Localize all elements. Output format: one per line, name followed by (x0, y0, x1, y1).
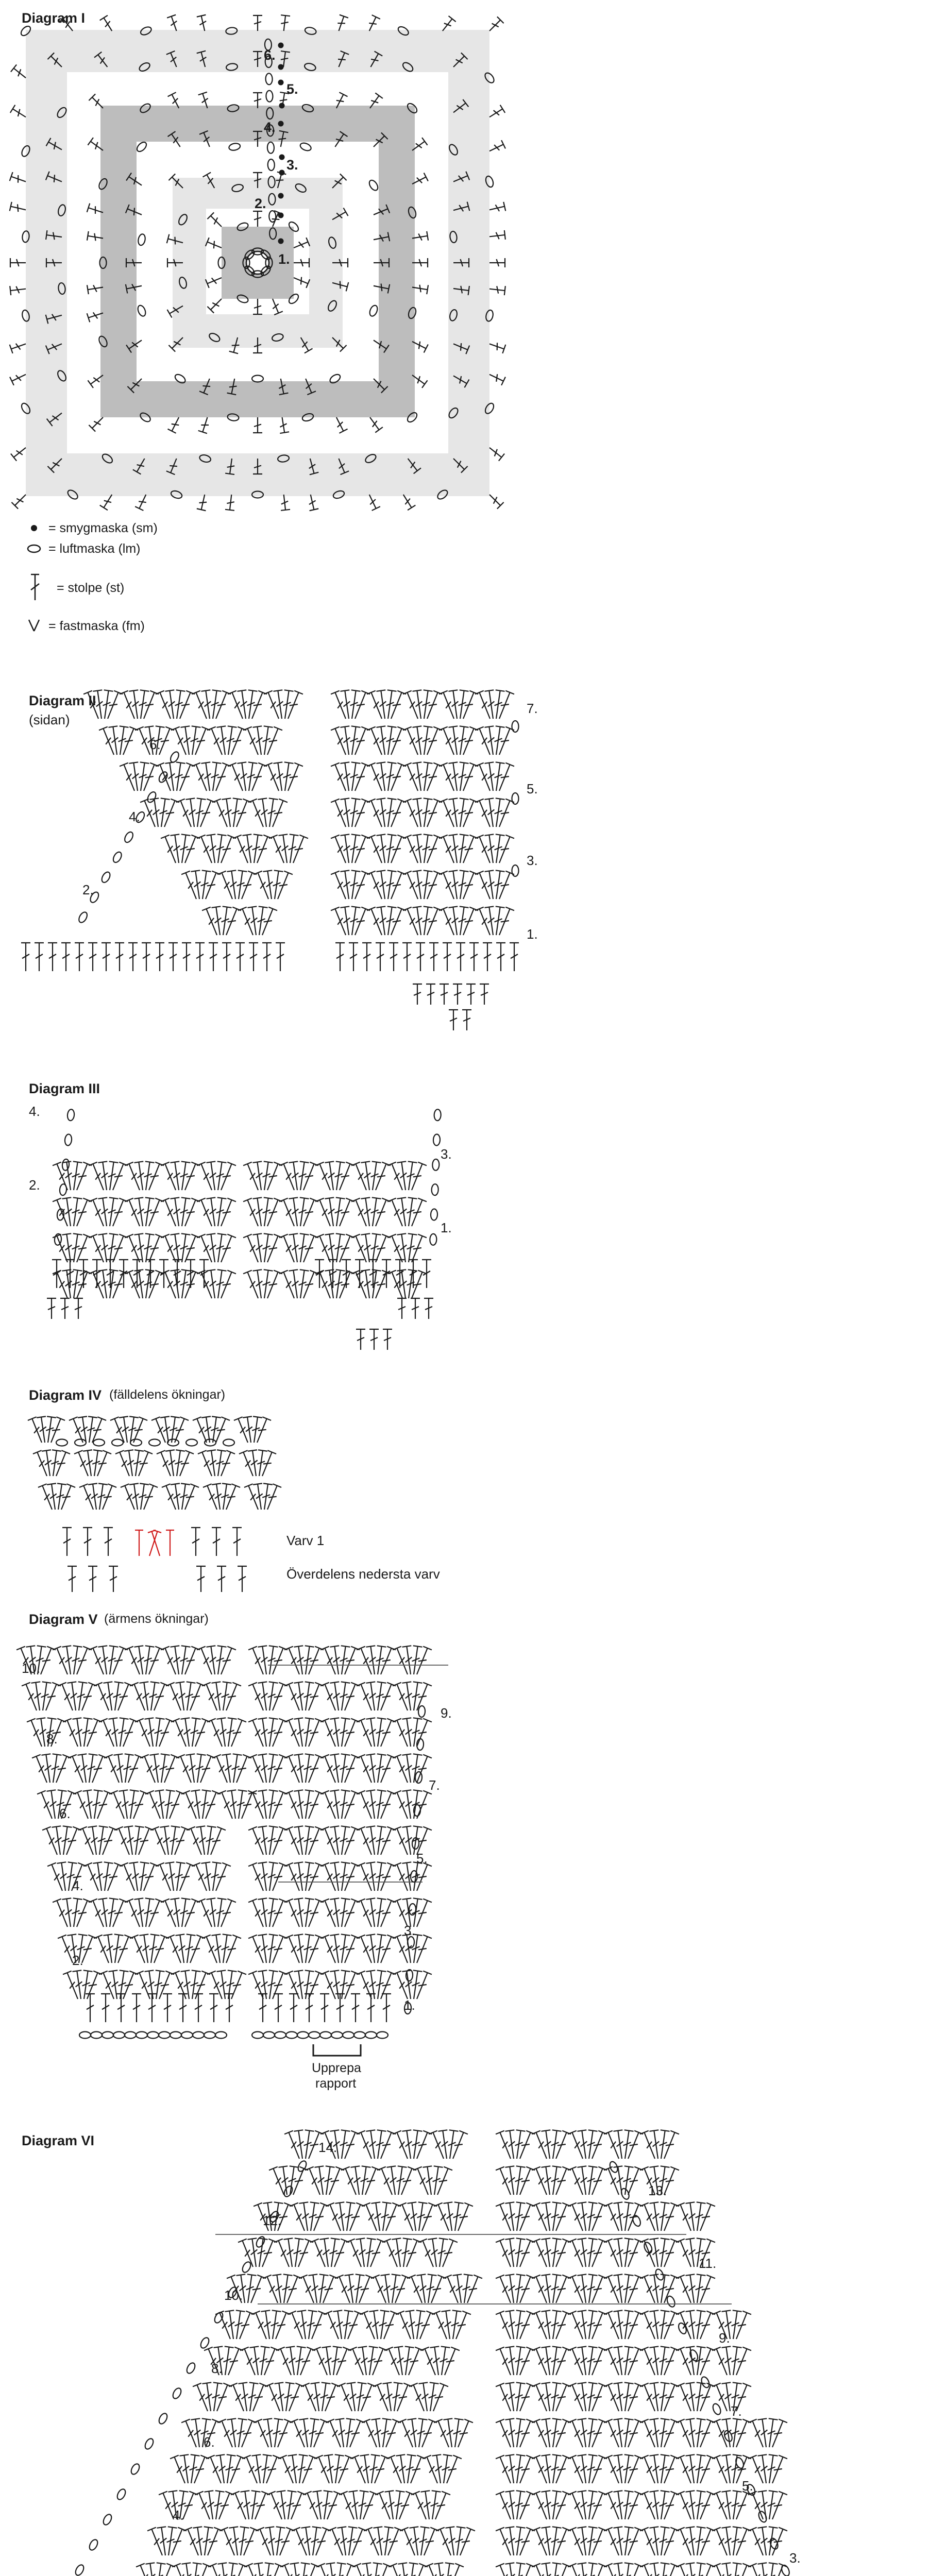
double-crochet-symbol (128, 943, 138, 971)
d3-row-label: 4. (29, 1104, 40, 1119)
d3-row-label: 1. (441, 1220, 452, 1235)
double-crochet-symbol (156, 2564, 175, 2576)
double-crochet-symbol (362, 943, 371, 971)
double-crochet-symbol (238, 1566, 247, 1592)
d5-row-label: 4. (72, 1878, 83, 1893)
chain-symbol (654, 2268, 665, 2281)
double-crochet-symbol (466, 984, 476, 1005)
double-crochet-symbol (244, 2564, 263, 2576)
chain-symbol (263, 2032, 275, 2039)
d6-row-label: 13. (648, 2183, 667, 2198)
chain-symbol (136, 2032, 147, 2039)
chain-symbol (93, 1439, 105, 1446)
d1-round-label: 4. (264, 120, 276, 135)
d6-row-label: 3. (789, 2550, 801, 2566)
diagram-6-svg (0, 2112, 929, 2576)
legend-chain: = luftmaska (lm) (48, 541, 141, 556)
d2-row-label: 1. (527, 926, 538, 942)
double-crochet-symbol (155, 943, 164, 971)
double-crochet-symbol (225, 494, 236, 511)
d5-row-label: 3. (404, 1923, 415, 1938)
d1-round-label: 5. (286, 81, 298, 97)
double-crochet-symbol (279, 494, 290, 511)
d2-row-label: 7. (527, 701, 538, 716)
chain-symbol (354, 2032, 365, 2039)
double-crochet-symbol (225, 1994, 234, 2022)
d6-row-label: 9. (719, 2330, 730, 2346)
double-crochet-symbol (167, 15, 181, 32)
chain-symbol (512, 721, 519, 732)
d6-row-label: 6. (204, 2434, 215, 2450)
diagram-6-title: Diagram VI (22, 2133, 95, 2148)
d6-row-label: 14. (318, 2140, 337, 2155)
legend-slip-stitch: = smygmaska (sm) (48, 521, 158, 535)
d6-row-label: 11. (699, 2256, 717, 2271)
double-crochet-symbol (249, 943, 258, 971)
chain-symbol (365, 2032, 377, 2039)
double-crochet-symbol (462, 1010, 471, 1030)
double-crochet-symbol (109, 1566, 118, 1592)
slip-stitch-icon (31, 525, 37, 531)
double-crochet-symbol (83, 1528, 92, 1556)
chain-symbol (170, 2032, 181, 2039)
double-crochet-symbol (209, 943, 218, 971)
double-crochet-symbol (352, 2564, 371, 2576)
double-crochet-symbol (88, 1566, 97, 1592)
double-crochet-symbol (335, 1994, 345, 2022)
d4-row1-label: Varv 1 (286, 1533, 325, 1548)
d6-row-label: 5. (742, 2478, 753, 2494)
d5-row-label: 8. (46, 1731, 58, 1747)
double-crochet-symbol (445, 2564, 464, 2576)
diagram-5-svg (0, 1633, 515, 2076)
d3-row-label: 3. (441, 1146, 452, 1162)
chain-symbol (199, 2336, 210, 2350)
d1-round-label: 3. (286, 157, 298, 173)
double-crochet-symbol (552, 2564, 571, 2576)
double-crochet-symbol (696, 2564, 715, 2576)
chain-symbol (167, 1439, 179, 1446)
double-crochet-symbol (429, 943, 438, 971)
double-crochet-symbol (300, 2564, 319, 2576)
double-crochet-symbol (35, 943, 44, 971)
diagram-2-svg (0, 670, 567, 1082)
double-crochet-symbol (62, 1528, 72, 1556)
chain-symbol (56, 1439, 67, 1446)
double-crochet-symbol (369, 1329, 379, 1350)
diagram-3-svg (0, 1082, 515, 1381)
slip-stitch-symbol (278, 43, 284, 48)
double-crochet-icon (31, 574, 39, 600)
chain-symbol (75, 1439, 86, 1446)
double-crochet-symbol (496, 943, 505, 971)
chain-symbol (129, 2463, 141, 2476)
chain-symbol (100, 871, 111, 884)
double-crochet-symbol (376, 943, 385, 971)
double-crochet-symbol (10, 284, 26, 295)
chain-symbol (74, 2564, 85, 2576)
double-crochet-symbol (413, 984, 422, 1005)
d1-round-label: 6. (264, 47, 276, 63)
chain-symbol (185, 2362, 196, 2375)
d6-row-label: 10. (224, 2287, 243, 2303)
double-crochet-symbol (489, 230, 505, 241)
chain-symbol (62, 1159, 70, 1171)
chain-symbol (433, 1134, 441, 1145)
double-crochet-symbol (487, 370, 505, 385)
chain-symbol (77, 911, 89, 924)
double-crochet-symbol (289, 1994, 298, 2022)
slip-stitch-symbol (278, 213, 284, 218)
double-crochet-symbol (274, 1994, 283, 2022)
double-crochet-symbol (469, 943, 479, 971)
chain-symbol (157, 2412, 168, 2426)
chain-symbol (59, 1184, 67, 1196)
double-crochet-symbol (389, 943, 398, 971)
double-crochet-symbol (676, 2564, 695, 2576)
chain-symbol (146, 790, 157, 804)
double-crochet-symbol (496, 2564, 515, 2576)
double-crochet-symbol (10, 340, 27, 353)
d2-row-label: 3. (527, 853, 538, 868)
d5-repeat-label: rapport (315, 2076, 357, 2091)
chain-symbol (643, 2241, 653, 2254)
double-crochet-symbol (264, 2564, 283, 2576)
increase-stitch-red (166, 1530, 174, 1556)
chain-symbol (149, 1439, 160, 1446)
double-crochet-symbol (732, 2564, 751, 2576)
diagram-2-subtitle: (sidan) (29, 712, 70, 727)
chain-symbol (193, 2032, 204, 2039)
d5-row-label: 10. (22, 1660, 41, 1676)
chain-symbol (631, 2214, 642, 2227)
double-crochet-symbol (159, 1260, 168, 1288)
double-crochet-symbol (21, 943, 30, 971)
slip-stitch-symbol (278, 80, 284, 86)
double-crochet-symbol (356, 1329, 365, 1350)
chain-symbol (181, 2032, 193, 2039)
double-crochet-symbol (383, 1329, 392, 1350)
double-crochet-symbol (640, 2564, 659, 2576)
chain-symbol (213, 2311, 224, 2325)
double-crochet-symbol (10, 370, 28, 385)
double-crochet-symbol (660, 2564, 679, 2576)
d3-row-label: 2. (29, 1177, 40, 1193)
chain-symbol (215, 2032, 227, 2039)
diagram-1-chart (0, 0, 515, 515)
d6-row-label: 12. (263, 2213, 282, 2228)
double-crochet-symbol (389, 2564, 408, 2576)
chain-symbol (169, 751, 180, 764)
double-crochet-symbol (102, 943, 111, 971)
legend-single-crochet: = fastmaska (fm) (48, 619, 145, 633)
double-crochet-symbol (397, 1298, 407, 1319)
d4-bottom-label: Överdelens nedersta varv (286, 1566, 440, 1582)
double-crochet-symbol (88, 943, 97, 971)
single-crochet-icon (29, 620, 39, 631)
increase-stitch-red (135, 1530, 143, 1556)
diagram-2-title: Diagram II (29, 693, 96, 708)
double-crochet-symbol (132, 1994, 141, 2022)
chain-symbol (700, 2376, 711, 2388)
double-crochet-symbol (440, 984, 449, 1005)
double-crochet-symbol (116, 1994, 126, 2022)
double-crochet-symbol (453, 984, 462, 1005)
chain-symbol (309, 2032, 320, 2039)
double-crochet-symbol (136, 2564, 155, 2576)
double-crochet-symbol (449, 1010, 458, 1030)
diagram-6-chart (0, 2112, 929, 2576)
d2-row-label: 5. (527, 781, 538, 796)
double-crochet-symbol (316, 2564, 335, 2576)
d5-row-label: 2. (72, 1953, 83, 1968)
double-crochet-symbol (624, 2564, 643, 2576)
double-crochet-symbol (196, 1566, 206, 1592)
chain-symbol (123, 831, 134, 844)
double-crochet-symbol (209, 1994, 218, 2022)
double-crochet-symbol (422, 1260, 431, 1288)
d6-row-label: 7. (731, 2403, 742, 2419)
slip-stitch-symbol (278, 193, 284, 199)
double-crochet-symbol (411, 1298, 420, 1319)
chain-symbol (343, 2032, 354, 2039)
double-crochet-symbol (217, 1566, 226, 1592)
double-crochet-symbol (712, 2564, 731, 2576)
double-crochet-symbol (10, 202, 27, 214)
chain-symbol (204, 2032, 215, 2039)
double-crochet-symbol (142, 943, 151, 971)
double-crochet-symbol (101, 1994, 110, 2022)
d5-repeat-bracket (313, 2044, 361, 2056)
d2-row-label: 6. (149, 737, 161, 752)
chain-symbol (143, 2437, 155, 2451)
d6-row-label: 4. (173, 2507, 184, 2523)
double-crochet-symbol (61, 943, 71, 971)
chain-symbol (115, 2488, 127, 2501)
chain-symbol (286, 2032, 297, 2039)
chain-symbol (331, 2032, 343, 2039)
slip-stitch-symbol (278, 239, 284, 244)
chain-symbol (666, 2295, 677, 2308)
chain-symbol (712, 2402, 722, 2415)
double-crochet-symbol (280, 2564, 299, 2576)
chain-symbol (512, 793, 519, 804)
double-crochet-symbol (115, 943, 124, 971)
double-crochet-symbol (168, 943, 178, 971)
double-crochet-symbol (235, 943, 245, 971)
d1-round-label: 1. (278, 251, 290, 267)
double-crochet-symbol (75, 943, 84, 971)
d5-row-label: 6. (59, 1806, 71, 1821)
double-crochet-symbol (10, 258, 26, 267)
chain-symbol (282, 2185, 294, 2198)
double-crochet-symbol (487, 105, 505, 121)
chain-symbol (112, 851, 123, 864)
double-crochet-symbol (604, 2564, 623, 2576)
double-crochet-symbol (516, 2564, 535, 2576)
diagram-1-svg (0, 0, 515, 515)
chain-symbol (296, 2160, 308, 2173)
double-crochet-symbol (488, 340, 505, 353)
chain-symbol (255, 2235, 266, 2249)
chain-symbol (431, 1184, 438, 1195)
double-crochet-symbol (276, 943, 285, 971)
diagram-5-title: Diagram V (29, 1612, 98, 1627)
double-crochet-symbol (222, 943, 231, 971)
double-crochet-symbol (163, 1994, 172, 2022)
diagram-1-title: Diagram I (22, 10, 86, 26)
slip-stitch-symbol (278, 121, 284, 127)
diagram-3-chart (0, 1082, 515, 1381)
double-crochet-symbol (424, 1298, 433, 1319)
diagram-5-chart (0, 1633, 515, 2076)
double-crochet-symbol (335, 943, 345, 971)
double-crochet-symbol (588, 2564, 607, 2576)
slip-stitch-symbol (278, 64, 284, 70)
double-crochet-symbol (47, 1298, 56, 1319)
double-crochet-symbol (197, 15, 209, 32)
chain-symbol (223, 1439, 234, 1446)
chain-symbol (67, 1109, 75, 1121)
d5-row-label: 1. (404, 1997, 415, 2013)
double-crochet-symbol (60, 1298, 70, 1319)
chain-symbol (241, 2261, 252, 2274)
chain-symbol (252, 2032, 263, 2039)
chain-symbol (102, 2513, 113, 2527)
chain-symbol (171, 2387, 182, 2400)
d5-row-label: 7. (429, 1777, 440, 1793)
chain-symbol (320, 2032, 331, 2039)
double-crochet-symbol (334, 15, 348, 32)
double-crochet-symbol (10, 105, 28, 121)
chain-symbol (112, 1439, 123, 1446)
double-crochet-symbol (182, 943, 191, 971)
d1-legend (26, 518, 335, 641)
double-crochet-symbol (336, 2564, 356, 2576)
chain-symbol (275, 2032, 286, 2039)
d1-round-label: 2. (255, 196, 266, 211)
chain-symbol (79, 2032, 91, 2039)
chain-symbol (88, 2538, 99, 2552)
slip-stitch-symbol (279, 103, 285, 109)
double-crochet-symbol (10, 172, 27, 186)
diagram-4-title: Diagram IV (29, 1387, 102, 1403)
double-crochet-symbol (416, 943, 425, 971)
double-crochet-symbol (510, 943, 519, 971)
chain-symbol (297, 2032, 309, 2039)
double-crochet-symbol (349, 943, 358, 971)
double-crochet-symbol (373, 2564, 392, 2576)
double-crochet-symbol (456, 943, 465, 971)
double-crochet-symbol (487, 140, 505, 155)
chain-icon (28, 545, 40, 552)
double-crochet-symbol (382, 1994, 391, 2022)
double-crochet-symbol (48, 943, 57, 971)
chain-symbol (147, 2032, 159, 2039)
chain-symbol (377, 2032, 388, 2039)
double-crochet-symbol (195, 943, 205, 971)
double-crochet-symbol (191, 1528, 200, 1556)
chain-symbol (186, 1439, 197, 1446)
double-crochet-symbol (443, 943, 452, 971)
double-crochet-symbol (147, 1994, 157, 2022)
d6-row-label: 8. (211, 2361, 223, 2376)
d5-row-label: 5. (416, 1851, 428, 1866)
d5-repeat-label: Upprepa (312, 2061, 361, 2075)
double-crochet-symbol (568, 2564, 587, 2576)
double-crochet-symbol (232, 1528, 242, 1556)
double-crochet-symbol (279, 15, 290, 31)
d2-row-label: 2. (82, 882, 94, 897)
chain-symbol (432, 1159, 440, 1171)
diagram-5-subtitle: (ärmens ökningar) (104, 1612, 209, 1626)
double-crochet-symbol (489, 258, 505, 267)
chain-symbol (125, 2032, 136, 2039)
double-crochet-symbol (253, 15, 262, 31)
double-crochet-symbol (67, 1566, 77, 1592)
chain-symbol (64, 1134, 72, 1146)
double-crochet-symbol (748, 2564, 767, 2576)
diagram-3-title: Diagram III (29, 1081, 100, 1096)
double-crochet-symbol (173, 1260, 182, 1288)
chain-symbol (688, 2349, 699, 2362)
double-crochet-symbol (409, 2564, 428, 2576)
double-crochet-symbol (104, 1528, 113, 1556)
chain-symbol (130, 1439, 142, 1446)
double-crochet-symbol (351, 1994, 360, 2022)
chain-symbol (102, 2032, 113, 2039)
double-crochet-symbol (208, 2564, 227, 2576)
chain-symbol (113, 2032, 125, 2039)
double-crochet-symbol (192, 2564, 211, 2576)
chain-symbol (512, 865, 519, 876)
slip-stitch-symbol (279, 155, 285, 160)
chain-symbol (434, 1109, 441, 1121)
double-crochet-symbol (228, 2564, 247, 2576)
d2-row-label: 4. (129, 809, 140, 824)
diagram-4-subtitle: (fälldelens ökningar) (109, 1387, 226, 1402)
double-crochet-symbol (172, 2564, 191, 2576)
double-crochet-symbol (425, 2564, 444, 2576)
diagram-2-chart (0, 670, 567, 1082)
chain-symbol (430, 1234, 437, 1245)
slip-stitch-symbol (279, 170, 285, 176)
double-crochet-symbol (480, 984, 489, 1005)
double-crochet-symbol (212, 1528, 221, 1556)
chain-symbol (91, 2032, 102, 2039)
d5-row-label: 9. (441, 1705, 452, 1721)
chain-symbol (159, 2032, 170, 2039)
double-crochet-symbol (489, 284, 505, 295)
double-crochet-symbol (426, 984, 435, 1005)
double-crochet-symbol (483, 943, 492, 971)
chain-symbol (431, 1209, 438, 1220)
chain-symbol (418, 1706, 425, 1718)
double-crochet-symbol (532, 2564, 551, 2576)
double-crochet-symbol (262, 943, 272, 971)
double-crochet-symbol (402, 943, 412, 971)
double-crochet-symbol (320, 1994, 329, 2022)
double-crochet-symbol (488, 202, 505, 214)
double-crochet-symbol (74, 1298, 83, 1319)
legend-double-crochet: = stolpe (st) (57, 581, 125, 595)
